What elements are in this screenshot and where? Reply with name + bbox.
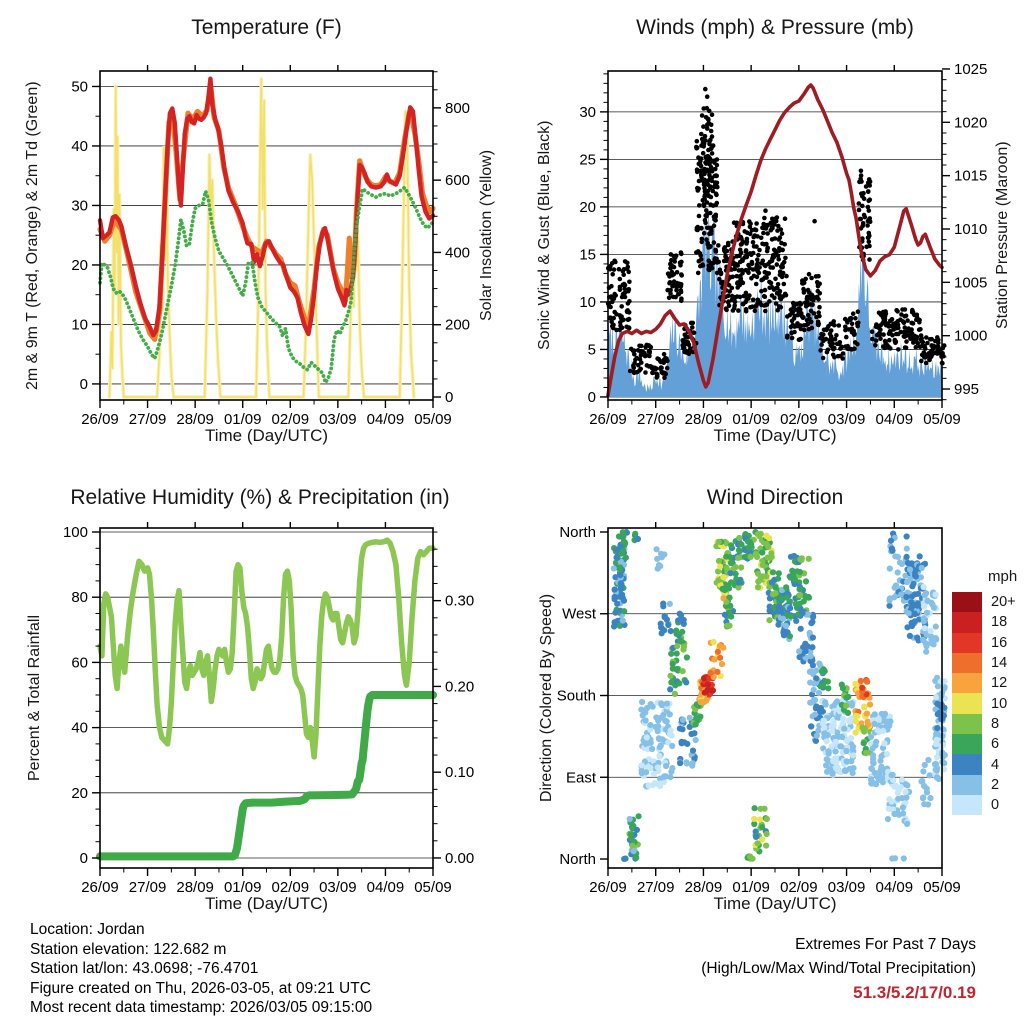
svg-text:05/09: 05/09 bbox=[414, 411, 452, 428]
svg-text:North: North bbox=[559, 523, 596, 541]
svg-text:40: 40 bbox=[71, 719, 88, 737]
legend-swatch-20+ bbox=[952, 592, 982, 612]
svg-text:South: South bbox=[556, 687, 596, 705]
legend-swatch-14 bbox=[952, 653, 982, 673]
svg-text:50: 50 bbox=[71, 78, 88, 96]
temperature-xlabel: Time (Day/UTC) bbox=[204, 426, 329, 445]
legend-row bbox=[952, 633, 1017, 653]
svg-text:0: 0 bbox=[587, 388, 596, 406]
direction-xlabel: Time (Day/UTC) bbox=[713, 894, 837, 913]
legend-label: 10 bbox=[991, 695, 1008, 712]
legend-label: 2 bbox=[991, 776, 1000, 793]
svg-text:North: North bbox=[559, 851, 596, 869]
station-elevation: Station elevation: 122.682 m bbox=[30, 940, 227, 958]
svg-text:26/09: 26/09 bbox=[81, 879, 119, 896]
svg-text:04/09: 04/09 bbox=[875, 411, 914, 428]
svg-text:25: 25 bbox=[579, 151, 596, 169]
svg-text:1000: 1000 bbox=[954, 327, 988, 345]
svg-text:03/09: 03/09 bbox=[827, 879, 866, 896]
svg-text:02/09: 02/09 bbox=[780, 879, 818, 896]
station-location: Location: Jordan bbox=[30, 921, 145, 938]
svg-text:West: West bbox=[562, 605, 596, 623]
legend-swatch-4 bbox=[952, 754, 982, 774]
legend-swatch-16 bbox=[952, 633, 982, 653]
svg-text:05/09: 05/09 bbox=[923, 411, 961, 428]
svg-text:30: 30 bbox=[71, 197, 88, 215]
humidity-precip-panel bbox=[0, 470, 512, 940]
temperature-ylabel-right: Solar Insolation (Yellow) bbox=[478, 149, 495, 322]
svg-text:1010: 1010 bbox=[954, 220, 988, 238]
legend-row bbox=[952, 612, 1017, 632]
station-latlon: Station lat/lon: 43.0698; -76.4701 bbox=[30, 960, 259, 977]
extremes-summary bbox=[701, 933, 976, 1005]
svg-text:40: 40 bbox=[71, 137, 88, 155]
extremes-title: Extremes For Past 7 Days bbox=[795, 936, 976, 953]
legend-swatch-0 bbox=[952, 795, 982, 815]
temperature-plot bbox=[0, 0, 512, 470]
svg-text:27/09: 27/09 bbox=[636, 879, 675, 896]
figure-created: Figure created on Thu, 2026-03-05, at 09:21 UTC bbox=[30, 979, 371, 997]
legend-swatch-12 bbox=[952, 673, 982, 693]
svg-text:04/09: 04/09 bbox=[366, 879, 405, 896]
legend-swatch-10 bbox=[952, 693, 982, 713]
legend-row bbox=[952, 795, 1017, 815]
wind-direction-panel bbox=[512, 470, 1024, 940]
humidity-ylabel-left: Percent & Total Rainfall bbox=[26, 615, 43, 782]
svg-text:1015: 1015 bbox=[954, 167, 988, 185]
legend-label: 16 bbox=[991, 634, 1008, 651]
svg-text:15: 15 bbox=[579, 246, 596, 264]
svg-text:28/09: 28/09 bbox=[684, 879, 723, 896]
speed-colorbar-legend bbox=[952, 568, 1017, 815]
legend-label: 20+ bbox=[991, 594, 1016, 611]
svg-text:01/09: 01/09 bbox=[732, 879, 770, 896]
svg-text:800: 800 bbox=[445, 99, 471, 117]
svg-text:28/09: 28/09 bbox=[176, 879, 214, 896]
svg-text:1020: 1020 bbox=[954, 114, 988, 132]
pressure-ylabel-right: Station Pressure (Maroon) bbox=[994, 141, 1011, 330]
svg-text:30: 30 bbox=[579, 103, 596, 121]
direction-ylabel-left: Direction (Colored By Speed) bbox=[538, 593, 555, 803]
svg-text:05/09: 05/09 bbox=[923, 879, 961, 896]
wind-direction-plot bbox=[512, 470, 1024, 940]
svg-text:80: 80 bbox=[71, 589, 88, 607]
humidity-xlabel: Time (Day/UTC) bbox=[204, 894, 329, 913]
temperature-panel bbox=[0, 0, 512, 470]
legend-rows bbox=[952, 592, 1017, 815]
legend-label: 14 bbox=[991, 655, 1008, 672]
svg-text:400: 400 bbox=[445, 244, 471, 262]
svg-text:26/09: 26/09 bbox=[81, 411, 119, 428]
legend-label: 18 bbox=[991, 614, 1008, 631]
svg-text:1005: 1005 bbox=[954, 274, 988, 292]
svg-text:28/09: 28/09 bbox=[176, 411, 214, 428]
svg-text:995: 995 bbox=[954, 381, 980, 399]
legend-row bbox=[952, 673, 1017, 693]
legend-swatch-8 bbox=[952, 714, 982, 734]
legend-swatch-6 bbox=[952, 734, 982, 754]
svg-text:03/09: 03/09 bbox=[827, 411, 866, 428]
svg-text:04/09: 04/09 bbox=[875, 879, 914, 896]
svg-text:600: 600 bbox=[445, 172, 471, 190]
svg-text:02/09: 02/09 bbox=[780, 411, 818, 428]
svg-text:20: 20 bbox=[71, 256, 88, 274]
svg-text:20: 20 bbox=[71, 784, 88, 802]
svg-text:20: 20 bbox=[579, 198, 596, 216]
svg-text:27/09: 27/09 bbox=[128, 411, 167, 428]
winds-pressure-plot bbox=[512, 0, 1024, 470]
svg-text:0.00: 0.00 bbox=[445, 849, 475, 867]
legend-title: mph bbox=[988, 568, 1018, 585]
legend-swatch-18 bbox=[952, 612, 982, 632]
svg-text:1025: 1025 bbox=[954, 60, 988, 78]
humidity-precip-title: Relative Humidity (%) & Precipitation (in) bbox=[70, 486, 450, 509]
svg-text:04/09: 04/09 bbox=[366, 411, 405, 428]
svg-text:0: 0 bbox=[79, 375, 88, 393]
winds-pressure-panel bbox=[512, 0, 1024, 470]
winds-xlabel: Time (Day/UTC) bbox=[713, 426, 837, 445]
svg-text:5: 5 bbox=[587, 341, 596, 359]
recent-timestamp: Most recent data timestamp: 2026/03/05 09:15:00 bbox=[30, 999, 373, 1016]
legend-row bbox=[952, 775, 1017, 795]
svg-text:0: 0 bbox=[445, 389, 454, 407]
wind-direction-title: Wind Direction bbox=[706, 486, 844, 509]
svg-text:01/09: 01/09 bbox=[732, 411, 770, 428]
legend-label: 4 bbox=[991, 756, 1000, 773]
svg-text:01/09: 01/09 bbox=[223, 411, 262, 428]
extremes-values: 51.3/5.2/17/0.19 bbox=[853, 983, 976, 1002]
svg-text:0.30: 0.30 bbox=[445, 592, 475, 610]
svg-text:0.20: 0.20 bbox=[445, 678, 475, 696]
svg-text:0: 0 bbox=[79, 849, 88, 867]
svg-text:02/09: 02/09 bbox=[271, 879, 310, 896]
legend-label: 8 bbox=[991, 715, 1000, 732]
legend-label: 0 bbox=[991, 797, 1000, 814]
svg-text:10: 10 bbox=[579, 293, 596, 311]
svg-text:27/09: 27/09 bbox=[636, 411, 675, 428]
svg-text:05/09: 05/09 bbox=[414, 879, 452, 896]
svg-text:60: 60 bbox=[71, 654, 88, 672]
svg-text:26/09: 26/09 bbox=[589, 411, 627, 428]
svg-text:East: East bbox=[565, 769, 596, 787]
legend-label: 12 bbox=[991, 675, 1008, 692]
legend-row bbox=[952, 734, 1017, 754]
legend-row bbox=[952, 714, 1017, 734]
humidity-precip-plot bbox=[0, 470, 512, 940]
station-info bbox=[30, 920, 372, 1018]
svg-text:02/09: 02/09 bbox=[271, 411, 310, 428]
svg-text:0.10: 0.10 bbox=[445, 764, 475, 782]
winds-pressure-title: Winds (mph) & Pressure (mb) bbox=[636, 16, 914, 39]
svg-text:26/09: 26/09 bbox=[589, 879, 627, 896]
legend-label: 6 bbox=[991, 736, 1000, 753]
temperature-title: Temperature (F) bbox=[191, 16, 342, 39]
extremes-subtitle: (High/Low/Max Wind/Total Precipitation) bbox=[701, 960, 976, 977]
legend-row bbox=[952, 754, 1017, 774]
legend-row bbox=[952, 693, 1017, 713]
svg-text:03/09: 03/09 bbox=[319, 879, 357, 896]
svg-text:200: 200 bbox=[445, 316, 471, 334]
legend-row bbox=[952, 653, 1017, 673]
svg-text:03/09: 03/09 bbox=[319, 411, 357, 428]
svg-text:01/09: 01/09 bbox=[223, 879, 262, 896]
svg-text:28/09: 28/09 bbox=[684, 411, 723, 428]
legend-swatch-2 bbox=[952, 775, 982, 795]
svg-text:10: 10 bbox=[71, 316, 88, 334]
legend-row bbox=[952, 592, 1017, 612]
svg-text:27/09: 27/09 bbox=[128, 879, 167, 896]
svg-text:100: 100 bbox=[62, 524, 88, 542]
temperature-ylabel-left: 2m & 9m T (Red, Orange) & 2m Td (Green) bbox=[24, 81, 41, 390]
winds-ylabel-left: Sonic Wind & Gust (Blue, Black) bbox=[536, 120, 553, 351]
